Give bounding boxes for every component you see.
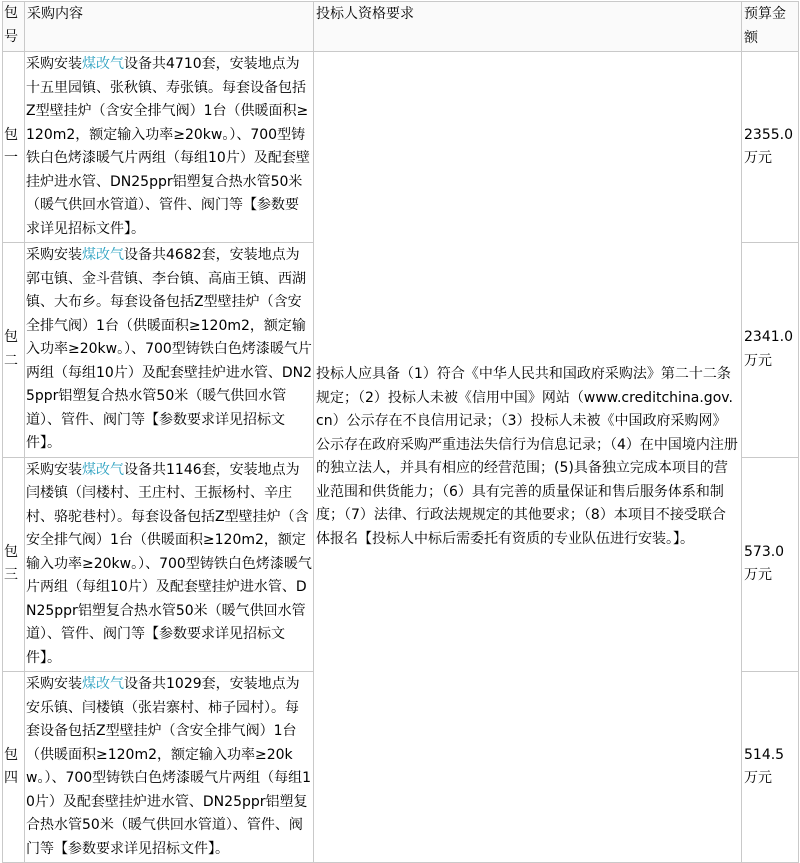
package-number: 包二 bbox=[3, 243, 25, 458]
content-prefix: 采购安装 bbox=[26, 56, 82, 72]
content-prefix: 采购安装 bbox=[26, 461, 82, 478]
bidder-qualification: 投标人应具备（1）符合《中华人民共和国政府采购法》第二十二条规定；（2）投标人未被《信用中国》网站（www.creditchina.gov.cn）公示存在不良信用记录；（3）投标人未被《中国政府采购网》公示存在政府采购严重违法失信行为信息记录；（4）在中国境内注册的独立法人，并具有相应的经营范围；(5)具备独立完成本项目的营业范围和供货能力；（6）具有完善的质量保证和售后服务体系和制度；（7）法律、行政法规规定的其他要求；（8）本项目不接受联合体报名【投标人中标后需委托有资质的专业队伍进行安装。】。 bbox=[314, 52, 742, 863]
highlight-keyword: 煤改气 bbox=[82, 461, 124, 478]
procurement-table bbox=[2, 1, 799, 863]
budget-amount: 2341.0万元 bbox=[742, 243, 799, 458]
header-package-number: 包号 bbox=[3, 2, 25, 52]
package-number: 包三 bbox=[3, 457, 25, 672]
highlight-keyword: 煤改气 bbox=[82, 247, 124, 263]
header-bidder-qualification: 投标人资格要求 bbox=[314, 2, 742, 52]
budget-amount: 514.5万元 bbox=[742, 672, 799, 863]
content-text: 设备共4682套，安装地点为郭屯镇、金斗营镇、李台镇、高庙王镇、西湖镇、大布乡。每套设备包括Z型壁挂炉（含安全排气阀）1台（供暖面积≥120m2，额定输入功率≥20kw。）、700型铸铁白色烤漆暖气片两组（每组10片）及配套壁挂炉进水管、DN25ppr铝塑复合热水管50米（暖气供回水管道）、管件、阀门等【参数要求详见招标文件】。 bbox=[26, 247, 312, 451]
content-text: 设备共1146套，安装地点为闫楼镇（闫楼村、王庄村、王振杨村、辛庄村、骆驼巷村）。每套设备包括Z型壁挂炉（含安全排气阀）1台（供暖面积≥120m2，额定输入功率≥20kw。）、700型铸铁白色烤漆暖气片两组（每组10片）及配套壁挂炉进水管、DN25ppr铝塑复合热水管50米（暖气供回水管道）、管件、阀门等【参数要求详见招标文件】。 bbox=[26, 461, 312, 666]
highlight-keyword: 煤改气 bbox=[82, 56, 124, 72]
budget-amount: 573.0万元 bbox=[742, 457, 799, 672]
procurement-content bbox=[25, 672, 314, 863]
package-number: 包一 bbox=[3, 52, 25, 243]
header-procurement-content: 采购内容 bbox=[25, 2, 314, 52]
content-text: 设备共1029套，安装地点为安乐镇、闫楼镇（张岩寨村、柿子园村）。每套设备包括Z型壁挂炉（含安全排气阀）1台（供暖面积≥120m2，额定输入功率≥20kw。）、700型铸铁白色烤漆暖气片两组（每组10片）及配套壁挂炉进水管、DN25ppr铝塑复合热水管50米（暖气供回水管道）、管件、阀门等【参数要求详见招标文件】。 bbox=[26, 676, 312, 857]
table-row bbox=[3, 52, 799, 243]
content-text: 设备共4710套，安装地点为十五里园镇、张秋镇、寿张镇。每套设备包括Z型壁挂炉（含安全排气阀）1台（供暖面积≥120m2，额定输入功率≥20kw。）、700型铸铁白色烤漆暖气片两组（每组10片）及配套壁挂炉进水管、DN25ppr铝塑复合热水管50米（暖气供回水管道）、管件、阀门等【参数要求详见招标文件】。 bbox=[26, 56, 310, 237]
budget-amount: 2355.0万元 bbox=[742, 52, 799, 243]
procurement-content bbox=[25, 52, 314, 243]
package-number: 包四 bbox=[3, 672, 25, 863]
header-budget: 预算金额 bbox=[742, 2, 799, 52]
procurement-content bbox=[25, 457, 314, 672]
content-prefix: 采购安装 bbox=[26, 247, 82, 263]
highlight-keyword: 煤改气 bbox=[82, 676, 124, 692]
procurement-content bbox=[25, 243, 314, 458]
content-prefix: 采购安装 bbox=[26, 676, 82, 692]
header-row bbox=[3, 2, 799, 52]
